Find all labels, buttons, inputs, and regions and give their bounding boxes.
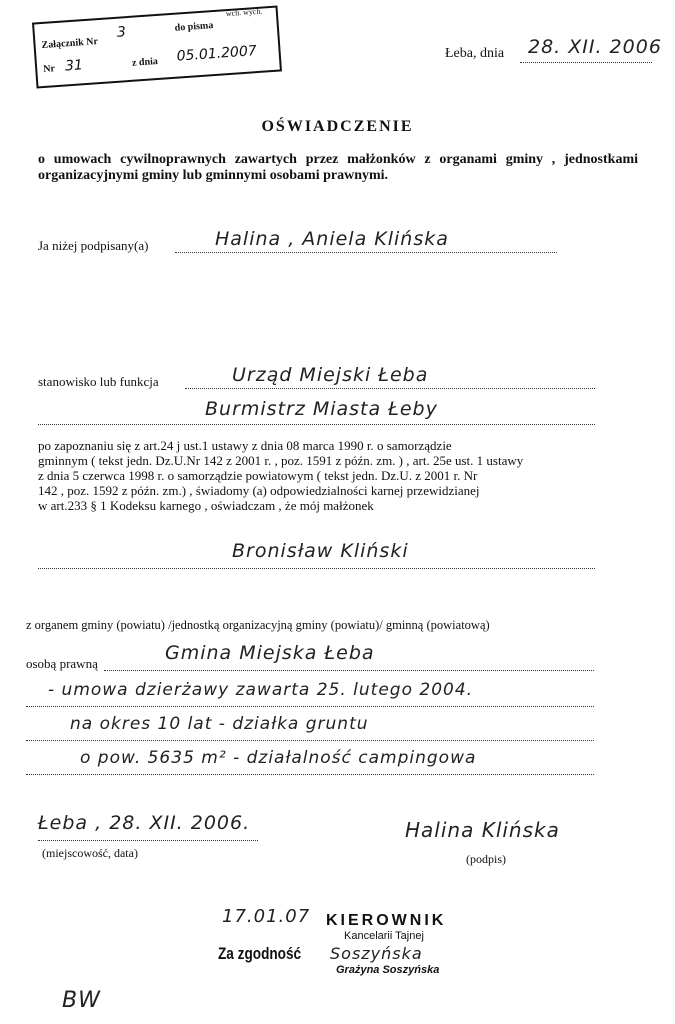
organ-label: z organem gminy (powiatu) /jednostką organizacyjną gminy (powiatu)/ gminną (powiatową)	[26, 618, 490, 632]
legal-text	[38, 438, 598, 513]
signature-label: (podpis)	[466, 852, 506, 866]
position-line-1	[185, 388, 595, 389]
organ-line-3	[26, 740, 594, 741]
header-date-line	[520, 62, 652, 63]
footer-place-date: Łeba , 28. XII. 2006.	[38, 812, 251, 834]
organ-line-2	[26, 706, 594, 707]
legal-line: z dnia 5 czerwca 1998 r. o samorządzie powiatowym ( tekst jedn. Dz.U. z 2001 r. Nr	[38, 468, 478, 483]
certification-date: 17.01.07	[222, 906, 311, 927]
declarant-signature: Halina Klińska	[405, 818, 560, 842]
certification-signature: Soszyńska	[330, 944, 423, 963]
header-date: 28. XII. 2006	[528, 36, 662, 58]
declarant-name: Halina , Aniela Klińska	[215, 228, 449, 250]
organ-line-1	[104, 670, 594, 671]
spouse-name: Bronisław Kliński	[232, 540, 409, 562]
stamp-date-label: z dnia	[131, 55, 159, 69]
footer-place-date-label: (miejscowość, data)	[42, 846, 138, 860]
stamp-number-label: Nr	[42, 63, 56, 75]
stamp-attachment-label: Załącznik Nr	[41, 36, 99, 52]
footer-place-date-line	[38, 840, 258, 841]
stamp-to-letter-label: do pisma	[174, 20, 214, 34]
legal-line: po zapoznaniu się z art.24 j ust.1 ustawy z dnia 08 marca 1990 r. o samorządzie	[38, 438, 452, 453]
certification-label: Za zgodność	[218, 944, 302, 963]
organ-entry: - umowa dzierżawy zawarta 25. lutego 2004.	[48, 680, 474, 700]
document-title: OŚWIADCZENIE	[261, 118, 414, 135]
legal-person-label: osobą prawną	[26, 656, 98, 671]
stamp-inc-out-label: wch. wych.	[225, 6, 263, 19]
spouse-line	[38, 568, 595, 569]
margin-initials: BW	[62, 988, 101, 1013]
declarant-line	[175, 252, 557, 253]
certification-subtitle: Kancelarii Tajnej	[344, 930, 424, 942]
declarant-label: Ja niżej podpisany(a)	[38, 238, 149, 253]
certification-title: KIEROWNIK	[326, 912, 447, 929]
legal-line: 142 , poz. 1592 z późn. zm.) , świadomy (a) odpowiedzialności karnej przewidzianej	[38, 483, 480, 498]
header-place-date-label: Łeba, dnia	[445, 46, 505, 61]
certification-name: Grażyna Soszyńska	[336, 964, 440, 976]
organ-entry: o pow. 5635 m² - działalność campingowa	[80, 748, 477, 768]
position-label: stanowisko lub funkcja	[38, 374, 159, 389]
legal-line: w art.233 § 1 Kodeksu karnego , oświadczam , że mój małżonek	[38, 498, 374, 513]
position-text-1: Urząd Miejski Łeba	[232, 364, 429, 386]
stamp-attachment-number: 3	[116, 24, 127, 41]
organ-entry: Gmina Miejska Łeba	[165, 642, 375, 664]
organ-entry: na okres 10 lat - działka gruntu	[70, 714, 369, 734]
stamp-letter-date: 05.01.2007	[176, 43, 258, 65]
document-intro: o umowach cywilnoprawnych zawartych przez małżonków z organami gminy , jednostkami organizacyjnymi gminy lub gminnymi osobami prawnymi.	[38, 152, 638, 183]
position-line-2	[38, 424, 595, 425]
registry-stamp	[32, 6, 282, 89]
stamp-letter-number: 31	[64, 57, 84, 75]
legal-line: gminnym ( tekst jedn. Dz.U.Nr 142 z 2001 r. , poz. 1591 z późn. zm. ) , art. 25e ust. 1 ustawy	[38, 453, 524, 468]
organ-line-4	[26, 774, 594, 775]
position-text-2: Burmistrz Miasta Łeby	[205, 398, 438, 420]
